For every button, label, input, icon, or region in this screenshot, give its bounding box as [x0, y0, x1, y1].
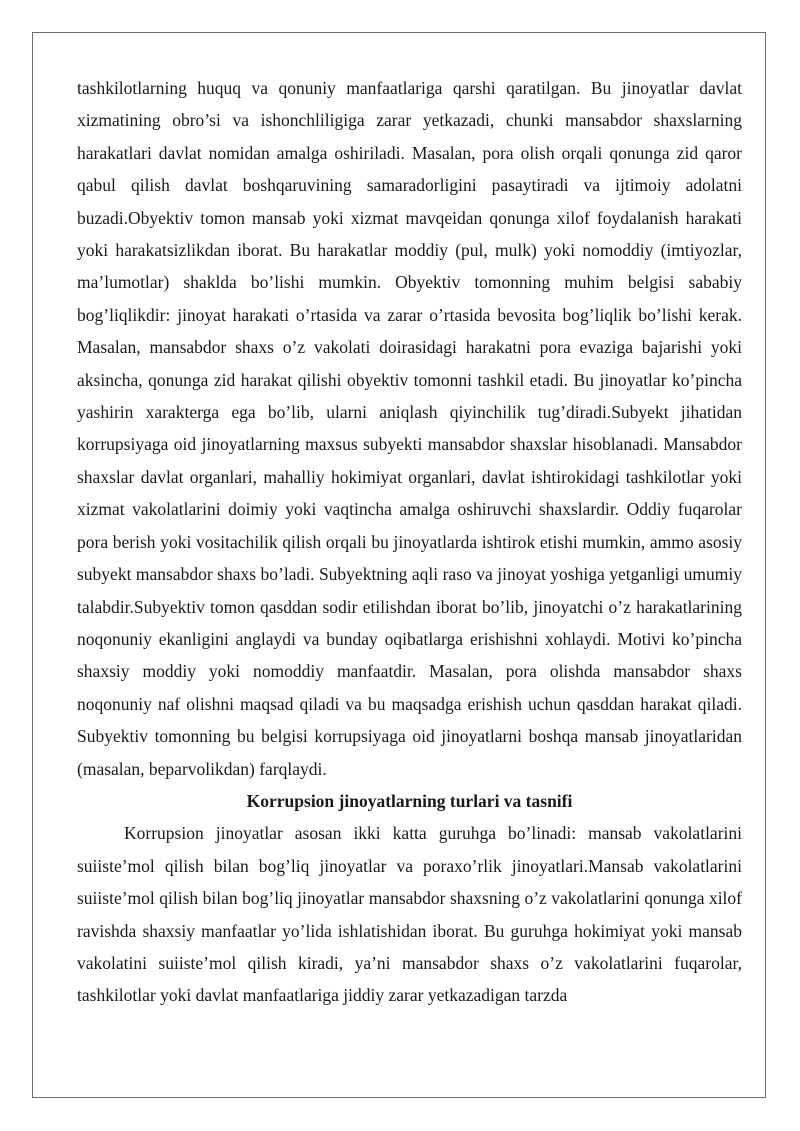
section-heading: Korrupsion jinoyatlarning turlari va tasnifi — [246, 790, 573, 811]
document-body — [77, 72, 742, 1012]
body-paragraph: Korrupsion jinoyatlar asosan ikki katta guruhga bo’linadi: mansab vakolatlarini suiiste’mol qilish bilan bog’liq jinoyatlar va poraxo’rlik jinoyatlari.Mansab vakolatlarini suiiste’mol qilish bilan bog’liq jinoyatlar mansabdor shaxsning o’z vakolatlarini qonunga xilof ravishda shaxsiy manfaatlar yo’lida ishlatishidan iborat. Bu guruhga hokimiyat yoki mansab vakolatini suiiste’mol qilish kiradi, ya’ni mansabdor shaxs o’z vakolatlarini fuqarolar, tashkilotlar yoki davlat manfaatlariga jiddiy zarar yetkazadigan tarzda — [77, 823, 742, 1006]
body-paragraph: tashkilotlarning huquq va qonuniy manfaatlariga qarshi qaratilgan. Bu jinoyatlar davlat xizmatining obro’si va ishonchliligiga zarar yetkazadi, chunki mansabdor shaxslarning harakatlari davlat nomidan amalga oshiriladi. Masalan, pora olish orqali qonunga zid qaror qabul qilish davlat boshqaruvining samaradorligini pasaytiradi va ijtimoiy adolatni buzadi.Obyektiv tomon mansab yoki xizmat mavqeidan qonunga xilof foydalanish harakati yoki harakatsizlikdan iborat. Bu harakatlar moddiy (pul, mulk) yoki nomoddiy (imtiyozlar, ma’lumotlar) shaklda bo’lishi mumkin. Obyektiv tomonning muhim belgisi sababiy bog’liqlikdir: jinoyat harakati o’rtasida va zarar o’rtasida bevosita bog’liqlik bo’lishi kerak. Masalan, mansabdor shaxs o’z vakolati doirasidagi harakatni pora evaziga bajarishi yoki aksincha, qonunga zid harakat qilishi obyektiv tomonni tashkil etadi. Bu jinoyatlar ko’pincha yashirin xarakterga ega bo’lib, ularni aniqlash qiyinchilik tug’diradi.Subyekt jihatidan korrupsiyaga oid jinoyatlarning maxsus subyekti mansabdor shaxslar hisoblanadi. Mansabdor shaxslar davlat organlari, mahalliy hokimiyat organlari, davlat ishtirokidagi tashkilotlar yoki xizmat vakolatlarini doimiy yoki vaqtincha amalga oshiruvchi shaxslardir. Oddiy fuqarolar pora berish yoki vositachilik qilish orqali bu jinoyatlarda ishtirok etishi mumkin, ammo asosiy subyekt mansabdor shaxs bo’ladi. Subyektning aqli raso va jinoyat yoshiga yetganligi umumiy talabdir.Subyektiv tomon qasddan sodir etilishdan iborat bo’lib, jinoyatchi o’z harakatlarining noqonuniy ekanligini anglaydi va bunday oqibatlarga erishishni xohlaydi. Motivi ko’pincha shaxsiy moddiy yoki nomoddiy manfaatdir. Masalan, pora olishda mansabdor shaxs noqonuniy naf olishni maqsad qiladi va bu maqsadga erishish uchun qasddan harakat qiladi. Subyektiv tomonning bu belgisi korrupsiyaga oid jinoyatlarni boshqa mansab jinoyatlaridan (masalan, beparvolikdan) farqlaydi. — [77, 78, 742, 779]
